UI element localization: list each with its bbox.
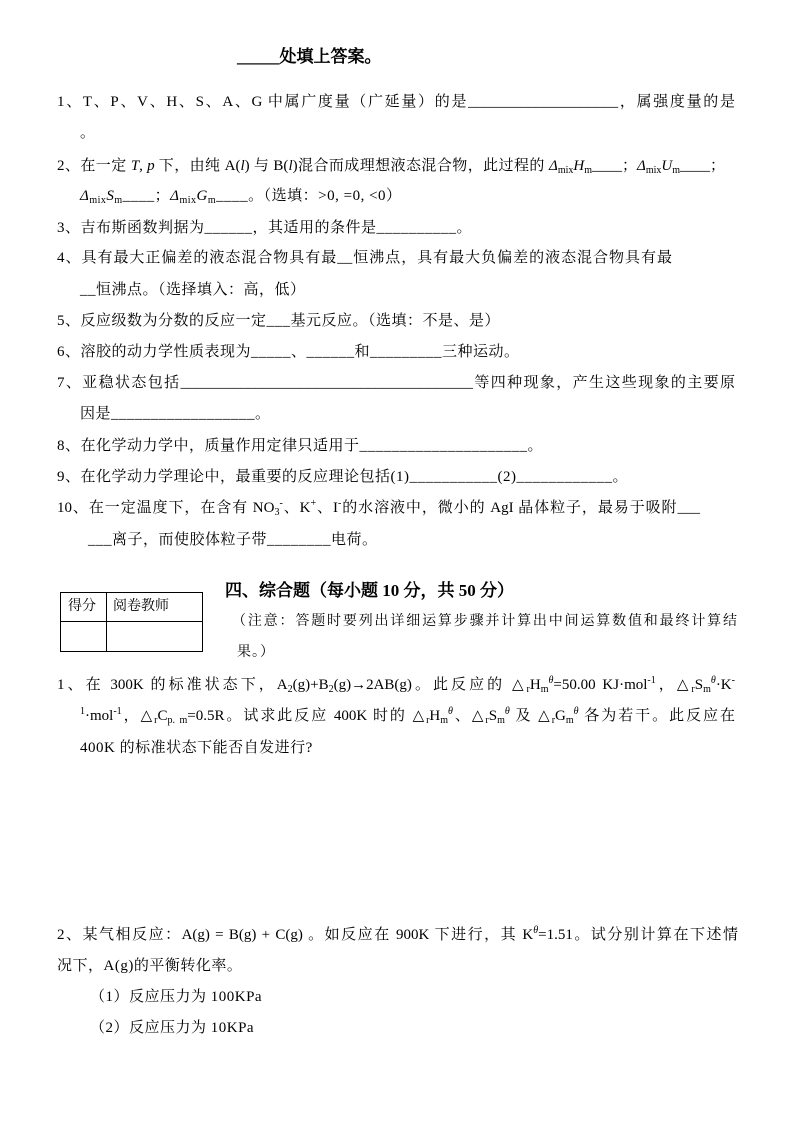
section-4-note-line-1: （注意：答题时要列出详细运算步骤并计算出中间运算数值和最终计算结 — [232, 614, 737, 629]
subscript: 2 — [328, 684, 334, 695]
problem-text: 2、某气相反应：A(g) = B(g) + C(g) 。如反应在 900K 下进行，其 K — [57, 927, 534, 943]
problem-text: H — [429, 708, 441, 724]
problem-text: =0.5R。试求此反应 400K 时的 △ — [187, 708, 427, 724]
question-2-line-2 — [80, 186, 402, 206]
temperature-symbol: T — [130, 158, 140, 174]
problem-text: 及 △ — [509, 708, 552, 724]
problem-2-case-2: （2）反应压力为 10KPa — [90, 1020, 255, 1036]
liquid-state-symbol: l — [240, 158, 245, 174]
subscript: mix — [557, 165, 574, 176]
question-text: 10、在一定温度下，在含有 NO — [57, 500, 275, 516]
answer-blank: ____； — [592, 158, 638, 174]
problem-text: ，△ — [655, 677, 692, 693]
question-8: 8、在化学动力学中，质量作用定律只适用于_____________________。 — [57, 438, 544, 454]
problem-text: G — [555, 708, 566, 724]
superscript: + — [310, 498, 317, 509]
problem-text: 各为若干。此反应在 — [578, 708, 735, 724]
subscript: r — [485, 715, 489, 726]
question-4-line-2: __恒沸点。（选择填入：高，低） — [80, 282, 306, 298]
superscript: 1 — [80, 706, 85, 717]
subscript: m — [703, 684, 711, 695]
question-6: 6、溶胶的动力学性质表现为_____、______和_________三种运动。 — [57, 344, 520, 360]
gibbs-symbol: G — [196, 188, 208, 204]
question-text: 、K — [282, 500, 311, 516]
problem-1-line-2 — [80, 706, 735, 726]
question-9: 9、在化学动力学理论中，最重要的反应理论包括(1)___________(2)____________。 — [57, 469, 628, 485]
section-4-note-line-2: 果。） — [237, 645, 275, 660]
subscript: m — [672, 165, 681, 176]
internal-energy-symbol: U — [661, 158, 673, 174]
problem-text: (g)→2AB(g)。此反应的 △ — [333, 677, 527, 693]
grader-signature-cell — [107, 622, 202, 651]
question-text: 、I — [316, 500, 338, 516]
delta-symbol: Δ — [637, 158, 646, 174]
question-text: )混合而成理想液态混合物，此过程的 — [292, 158, 549, 174]
subscript: m — [497, 715, 505, 726]
subscript: m — [540, 684, 549, 695]
superscript: - — [337, 498, 342, 509]
subscript: r — [526, 684, 530, 695]
enthalpy-symbol: H — [573, 158, 585, 174]
subscript: r — [426, 715, 430, 726]
question-text: 下，由纯 A( — [154, 158, 241, 174]
standard-state-superscript: θ — [573, 706, 579, 717]
liquid-state-symbol: l — [288, 158, 293, 174]
problem-text: (g)+B — [292, 677, 329, 693]
problem-text: ·K — [715, 677, 732, 693]
subscript: m — [114, 195, 123, 206]
problem-text: C — [157, 708, 168, 724]
subscript: 2 — [287, 684, 293, 695]
score-value-cell — [61, 622, 106, 651]
question-text: 2、在一定 — [57, 158, 131, 174]
entropy-symbol: S — [106, 188, 115, 204]
standard-state-superscript: θ — [448, 706, 453, 717]
superscript: - — [731, 675, 735, 686]
question-1-line-1: 1、T、P、V、H、S、A、G 中属广度量（广延量）的是____________________，属强度量的是 — [57, 94, 735, 110]
problem-text: 1、在 300K 的标准状态下，A — [57, 677, 288, 693]
pressure-symbol: p — [147, 158, 155, 174]
question-2-line-1 — [57, 156, 725, 176]
delta-symbol: Δ — [170, 188, 180, 204]
grader-label: 阅卷教师 — [113, 599, 169, 614]
subscript: 3 — [274, 507, 280, 518]
problem-text: ·mol — [85, 708, 114, 724]
subscript: mix — [645, 165, 662, 176]
subscript: m — [207, 195, 217, 206]
question-3: 3、吉布斯函数判据为______，其适用的条件是__________。 — [57, 220, 473, 236]
subscript: mix — [89, 195, 107, 206]
score-box — [60, 592, 203, 652]
delta-symbol: Δ — [80, 188, 90, 204]
question-text: ) 与 B( — [244, 158, 289, 174]
question-1-line-2: 。 — [80, 125, 96, 141]
problem-1-line-3: 400K 的标准状态下能否自发进行? — [80, 740, 313, 756]
subscript: r — [551, 715, 556, 726]
question-text: , — [139, 158, 148, 174]
standard-state-superscript: θ — [533, 925, 539, 936]
delta-symbol: Δ — [549, 158, 558, 174]
question-7-line-2: 因是__________________。 — [80, 406, 271, 422]
question-7-line-1: 7、亚稳状态包括_______________________________________等四种现象，产生这些现象的主要原 — [57, 375, 735, 391]
subscript: r — [691, 684, 695, 695]
section-4-title: 四、综合题（每小题 10 分，共 50 分） — [225, 581, 514, 600]
problem-text: S — [488, 708, 498, 724]
answer-blank: ____； — [680, 158, 726, 174]
question-10-line-1 — [57, 498, 700, 518]
fill-in-instruction: _____处填上答案。 — [237, 47, 382, 66]
question-4-line-1: 4、具有最大正偏差的液态混合物具有最__恒沸点，具有最大负偏差的液态混合物具有最 — [57, 250, 672, 266]
question-text: 的水溶液中，微小的 AgI 晶体粒子，最易于吸附___ — [341, 500, 700, 516]
answer-blank: ____； — [122, 188, 171, 204]
superscript: - — [279, 498, 283, 509]
standard-state-superscript: θ — [548, 675, 554, 686]
question-text: ____。（选填：>0, =0, <0） — [216, 188, 402, 204]
problem-text: S — [694, 677, 704, 693]
problem-2-case-1: （1）反应压力为 100KPa — [90, 989, 263, 1005]
score-label: 得分 — [68, 599, 96, 614]
subscript: mix — [179, 195, 197, 206]
standard-state-superscript: θ — [710, 675, 716, 686]
problem-text: =1.51。试分别计算在下述情 — [538, 927, 738, 943]
subscript: m — [584, 165, 592, 176]
subscript: p. m — [167, 715, 188, 726]
subscript: m — [440, 715, 449, 726]
standard-state-superscript: θ — [504, 706, 510, 717]
problem-text: H — [529, 677, 541, 693]
subscript: m — [565, 715, 574, 726]
problem-1-line-1 — [57, 675, 735, 695]
superscript: -1 — [647, 675, 656, 686]
problem-text: ，△ — [121, 708, 155, 724]
problem-text: =50.00 KJ·mol — [553, 677, 648, 693]
subscript: r — [154, 715, 158, 726]
superscript: -1 — [113, 706, 122, 717]
question-10-line-2: ___离子，而使胶体粒子带________电荷。 — [88, 532, 378, 548]
question-5: 5、反应级数为分数的反应一定___基元反应。（选填：不是、是） — [57, 313, 501, 329]
problem-text: 、△ — [452, 708, 486, 724]
problem-2-line-1 — [57, 925, 738, 945]
problem-2-line-2: 况下，A(g)的平衡转化率。 — [57, 958, 243, 974]
